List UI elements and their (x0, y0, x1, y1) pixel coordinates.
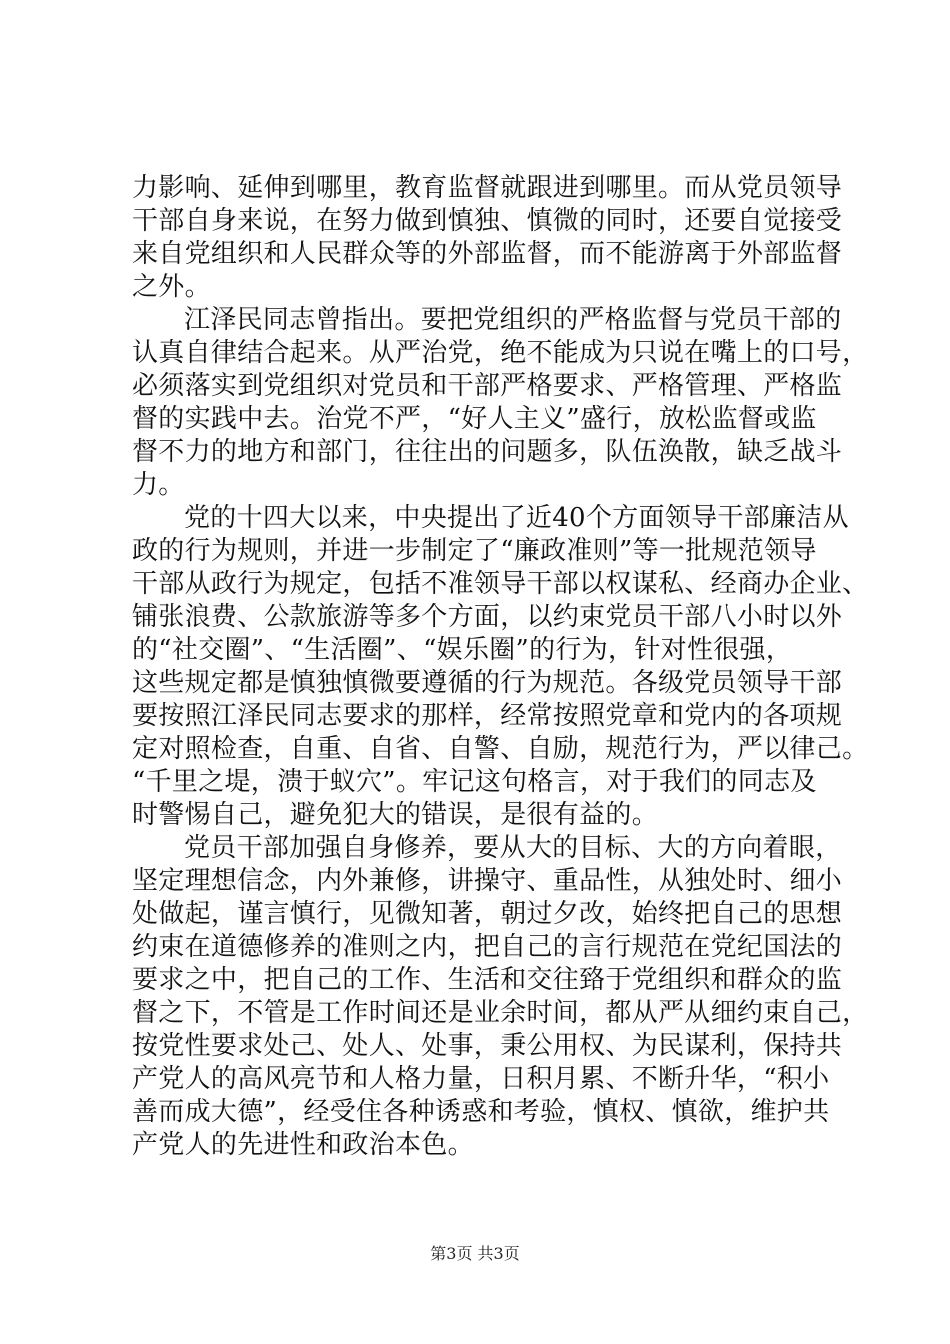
text-line: 铺张浪费、公款旅游等多个方面，以约束党员干部八小时以外 (132, 602, 843, 632)
text-line: 约束在道德修养的准则之内，把自己的言行规范在党纪国法的 (132, 932, 843, 962)
text-line: 督的实践中去。治党不严，“好人主义”盛行，放松监督或监 (132, 404, 817, 434)
text-line: 党员干部加强自身修养，要从大的目标、大的方向着眼， (184, 833, 842, 863)
text-line: 督不力的地方和部门，往往出的问题多，队伍涣散，缺乏战斗 (132, 437, 843, 467)
text-line: 力影响、延伸到哪里，教育监督就跟进到哪里。而从党员领导 (132, 173, 843, 203)
text-line: 党的十四大以来，中央提出了近40个方面领导干部廉洁从 (184, 503, 849, 533)
text-line: 善而成大德”，经受住各种诱惑和考验，慎权、慎欲，维护共 (132, 1097, 830, 1127)
paragraph-2 (132, 304, 869, 502)
page-footer (0, 1244, 950, 1264)
text-line: 之外。 (132, 272, 211, 302)
text-line: 的“社交圈”、“生活圈”、“娱乐圈”的行为，针对性很强， (132, 635, 793, 665)
text-line: 督之下，不管是工作时间还是业余时间，都从严从细约束自己， (132, 998, 869, 1028)
text-line: 干部自身来说，在努力做到慎独、慎微的同时，还要自觉接受 (132, 206, 843, 236)
text-line: 要按照江泽民同志要求的那样，经常按照党章和党内的各项规 (132, 701, 843, 731)
text-line: 认真自律结合起来。从严治党，绝不能成为只说在嘴上的口号， (132, 338, 869, 368)
text-line: 要求之中，把自己的工作、生活和交往臵于党组织和群众的监 (132, 965, 843, 995)
page-number: 第3页 共3页 (430, 1244, 520, 1263)
text-line: 时警惕自己，避免犯大的错误，是很有益的。 (132, 800, 659, 830)
paragraph-3 (132, 502, 869, 832)
text-line: 产党人的先进性和政治本色。 (132, 1130, 474, 1160)
text-line: 定对照检查，自重、自省、自警、自励，规范行为，严以律己。 (132, 734, 869, 764)
text-line: 来自党组织和人民群众等的外部监督，而不能游离于外部监督 (132, 239, 843, 269)
paragraph-4 (132, 832, 869, 1162)
text-line: “千里之堤，溃于蚁穴”。牢记这句格言，对于我们的同志及 (132, 767, 817, 797)
text-line: 江泽民同志曾指出。要把党组织的严格监督与党员干部的 (184, 305, 842, 335)
text-line: 干部从政行为规定，包括不准领导干部以权谋私、经商办企业、 (132, 569, 869, 599)
text-line: 这些规定都是慎独慎微要遵循的行为规范。各级党员领导干部 (132, 668, 843, 698)
text-line: 处做起，谨言慎行，见微知著，朝过夕改，始终把自己的思想 (132, 899, 843, 929)
text-line: 必须落实到党组织对党员和干部严格要求、严格管理、严格监 (132, 371, 843, 401)
text-line: 产党人的高风亮节和人格力量，日积月累、不断升华，“积小 (132, 1064, 830, 1094)
text-line: 按党性要求处己、处人、处事，秉公用权、为民谋利，保持共 (132, 1031, 843, 1061)
text-line: 力。 (132, 470, 185, 500)
text-line: 坚定理想信念，内外兼修，讲操守、重品性，从独处时、细小 (132, 866, 843, 896)
text-line: 政的行为规则，并进一步制定了“廉政准则”等一批规范领导 (132, 536, 817, 566)
paragraph-1 (132, 172, 843, 304)
document-body (132, 172, 869, 1162)
